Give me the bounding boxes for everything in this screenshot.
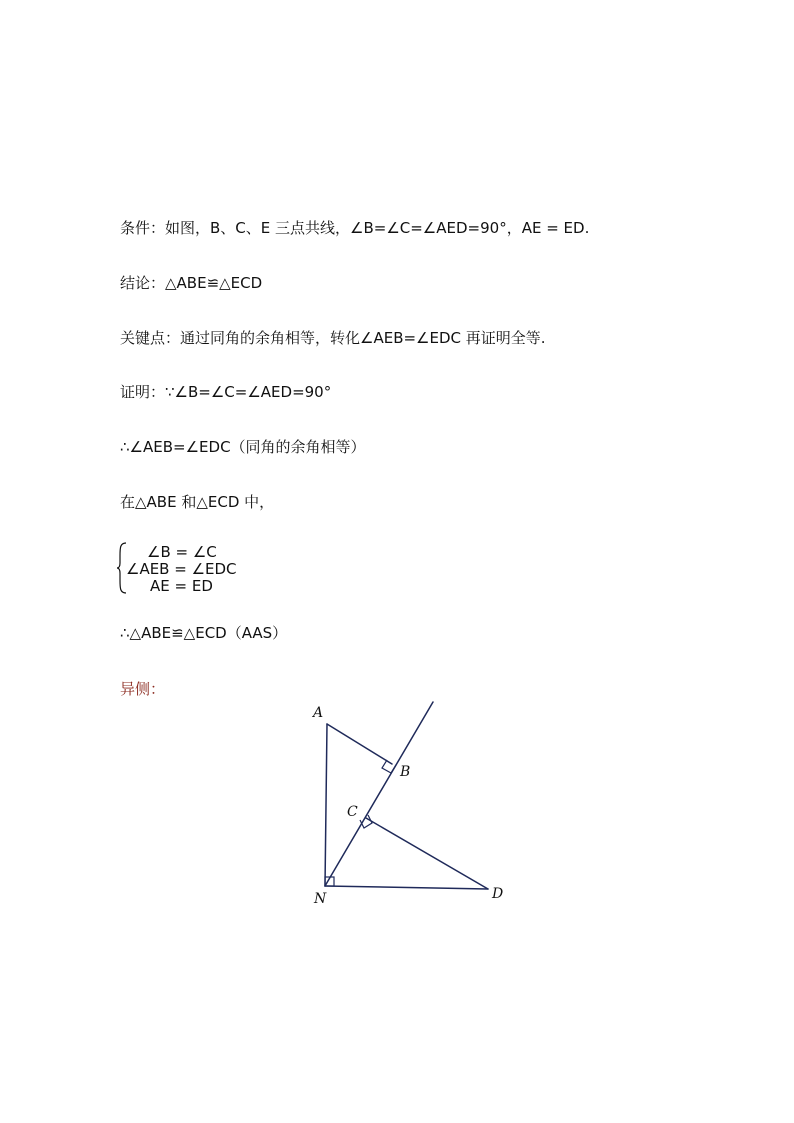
condition-text: 条件：如图，B、C、E 三点共线，∠B=∠C=∠AED=90°，AE = ED. [120,219,590,237]
point-label-b: B [400,764,411,780]
variant-heading: 异侧： [120,680,166,698]
in-triangles-text: 在△ABE 和△ECD 中， [120,493,275,511]
right-angle-mark-c [360,815,372,828]
point-label-c: C [347,804,358,820]
therefore-angle-text: ∴∠AEB=∠EDC（同角的余角相等） [120,438,366,456]
equation-line-3: AE = ED [150,577,213,595]
line-n-ray [325,702,433,886]
point-label-a: A [313,705,324,721]
equation-line-1: ∠B = ∠C [147,543,217,561]
point-label-d: D [492,886,504,902]
therefore-congruent-text: ∴△ABE≌△ECD（AAS） [120,624,288,642]
line-n-d [325,886,488,889]
line-c-d [366,818,488,889]
key-point-text: 关键点：通过同角的余角相等，转化∠AEB=∠EDC 再证明全等. [120,329,546,347]
line-a-n [325,724,327,886]
equation-line-2: ∠AEB = ∠EDC [126,560,237,578]
proof-start-text: 证明：∵∠B=∠C=∠AED=90° [120,383,332,401]
right-angle-mark-b [382,760,396,773]
conclusion-text: 结论：△ABE≌△ECD [120,274,263,292]
line-a-b [327,724,392,764]
right-angle-mark-n [325,877,334,886]
equation-system [116,542,266,594]
point-label-n: N [314,891,327,907]
